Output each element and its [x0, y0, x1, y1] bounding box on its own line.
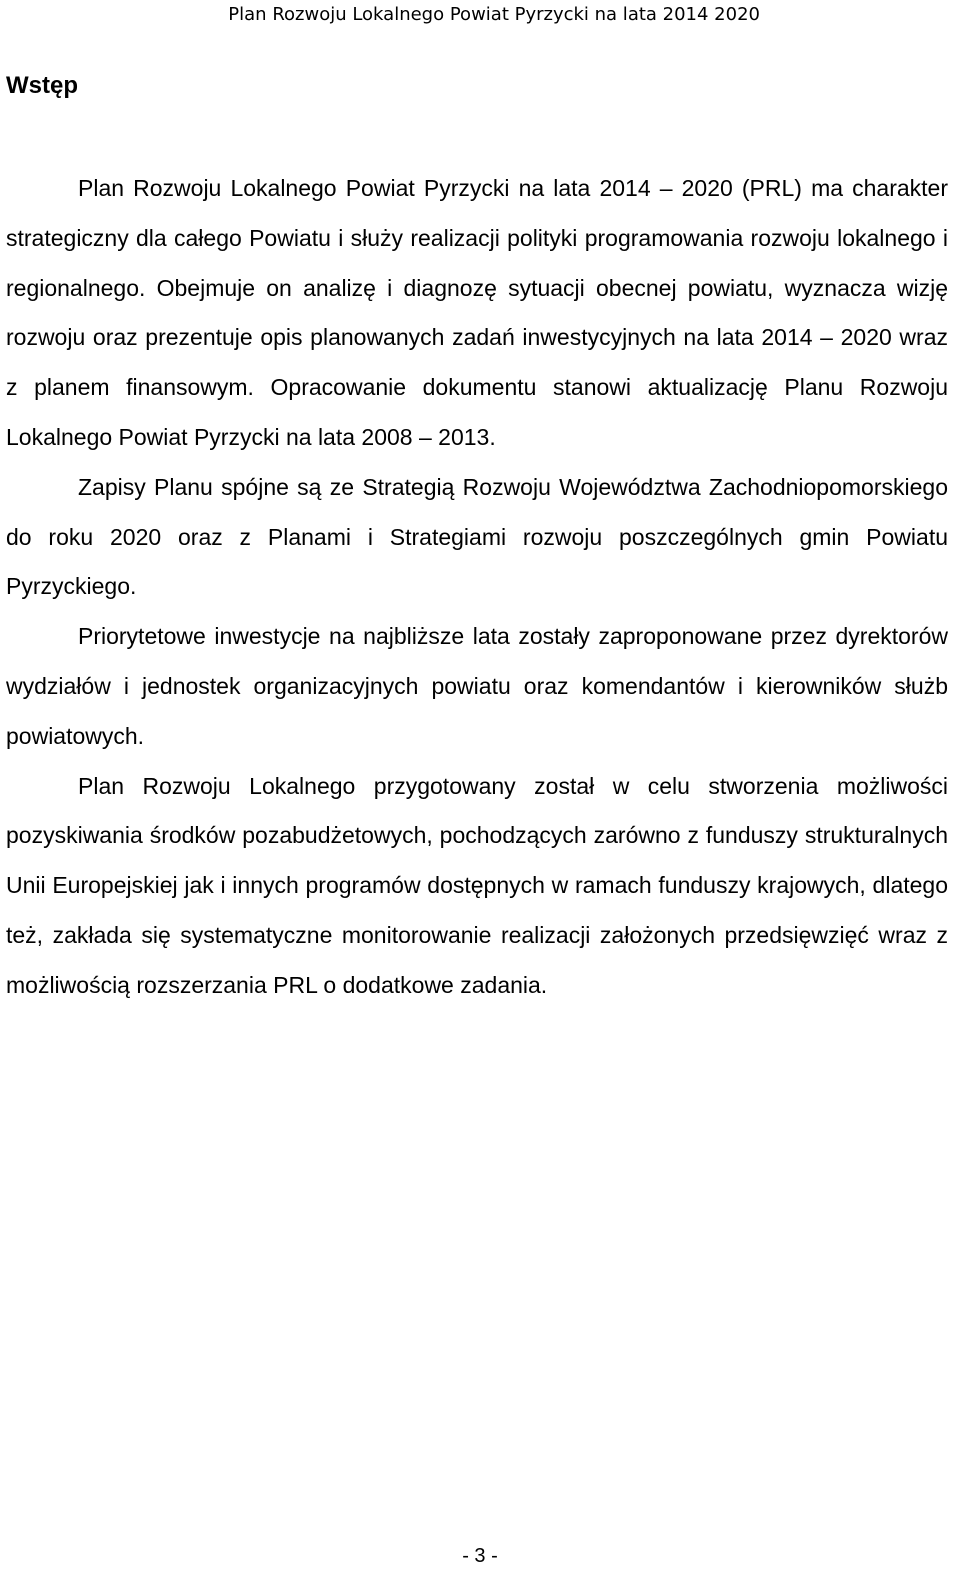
paragraph: Priorytetowe inwestycje na najbliższe lata zostały zaproponowane przez dyrektorów wydziałów i jednostek organizacyjnych powiatu oraz komendantów i kierowników służb powiatowych.	[6, 623, 948, 749]
section-heading: Wstęp	[6, 72, 78, 99]
body-text	[6, 164, 948, 1011]
running-header: Plan Rozwoju Lokalnego Powiat Pyrzycki na lata 2014 2020	[228, 4, 760, 25]
paragraph: Zapisy Planu spójne są ze Strategią Rozwoju Województwa Zachodniopomorskiego do roku 2020 oraz z Planami i Strategiami rozwoju poszczególnych gmin Powiatu Pyrzyckiego.	[6, 473, 948, 600]
paragraph: Plan Rozwoju Lokalnego Powiat Pyrzycki na lata 2014 – 2020 (PRL) ma charakter strategiczny dla całego Powiatu i służy realizacji polityki programowania rozwoju lokalnego i regionalnego. Obejmuje on analizę i diagnozę sytuacji obecnej powiatu, wyznacza wizję rozwoju oraz prezentuje opis planowanych zadań inwestycyjnych na lata 2014 – 2020 wraz z planem finansowym. Opracowanie dokumentu stanowi aktualizację Planu Rozwoju Lokalnego Powiat Pyrzycki na lata 2008 – 2013.	[6, 175, 948, 450]
page-number: - 3 -	[462, 1545, 498, 1567]
paragraph: Plan Rozwoju Lokalnego przygotowany został w celu stworzenia możliwości pozyskiwania środków pozabudżetowych, pochodzących zarówno z funduszy strukturalnych Unii Europejskiej jak i innych programów dostępnych w ramach funduszy krajowych, dlatego też, zakłada się systematyczne monitorowanie realizacji założonych przedsięwzięć wraz z możliwością rozszerzania PRL o dodatkowe zadania.	[6, 772, 948, 998]
